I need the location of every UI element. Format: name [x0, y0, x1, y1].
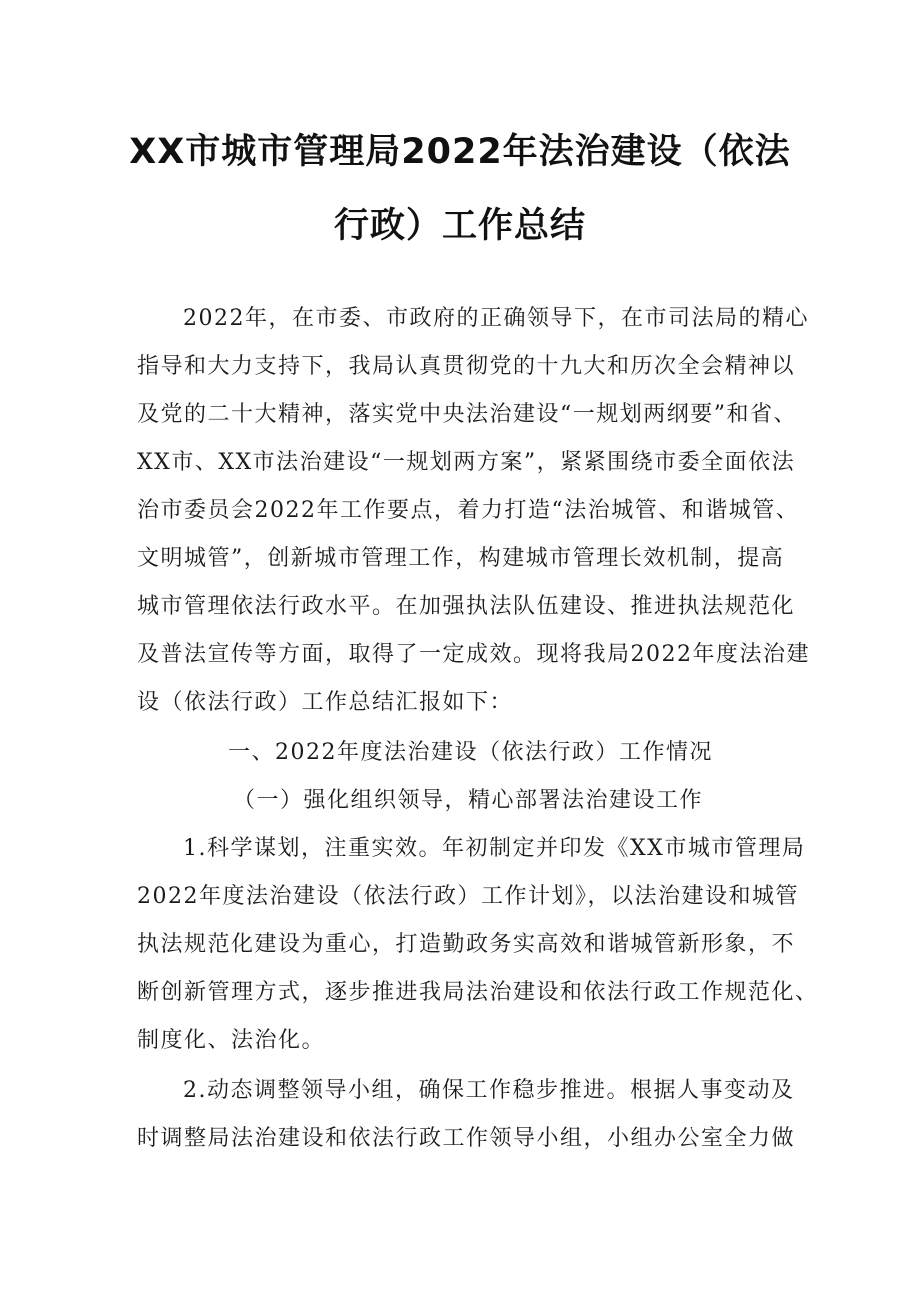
paragraph-1-line: 及党的二十大精神，落实党中央法治建设“一规划两纲要”和省、 [137, 402, 797, 427]
paragraph-1-line: 文明城管”，创新城市管理工作，构建城市管理长效机制，提高 [137, 546, 785, 571]
paragraph-1-line: 城市管理依法行政水平。在加强执法队伍建设、推进执法规范化 [137, 594, 796, 619]
item-1-line: 执法规范化建设为重心，打造勤政务实高效和谐城管新形象，不 [137, 932, 796, 957]
paragraph-1-line: 治市委员会2022年工作要点，着力打造“法治城管、和谐城管、 [137, 498, 800, 523]
item-1-line: 断创新管理方式，逐步推进我局法治建设和依法行政工作规范化、 [137, 980, 819, 1005]
paragraph-1-line: 及普法宣传等方面，取得了一定成效。现将我局2022年度法治建 [137, 642, 810, 667]
subsection-1-heading: （一）强化组织领导，精心部署法治建设工作 [233, 788, 704, 813]
item-1-line: 2022年度法治建设（依法行政）工作计划》，以法治建设和城管 [137, 884, 799, 909]
item-2-line: 2.动态调整领导小组，确保工作稳步推进。根据人事变动及 [183, 1078, 795, 1103]
item-1-line: 制度化、法治化。 [137, 1028, 326, 1053]
paragraph-1-line: 2022年，在市委、市政府的正确领导下，在市司法局的精心 [183, 306, 809, 331]
document-title-line-2: 行政）工作总结 [333, 206, 586, 246]
item-1-line: 1.科学谋划，注重实效。年初制定并印发《XX市城市管理局 [183, 836, 806, 861]
paragraph-1-line: 设（依法行政）工作总结汇报如下： [137, 690, 514, 715]
document-title-line-1: XX市城市管理局2022年法治建设（依法 [129, 132, 791, 172]
section-1-heading: 一、2022年度法治建设（依法行政）工作情况 [228, 740, 713, 765]
paragraph-1-line: XX市、XX市法治建设“一规划两方案”，紧紧围绕市委全面依法 [137, 450, 796, 475]
paragraph-1-line: 指导和大力支持下，我局认真贯彻党的十九大和历次全会精神以 [137, 354, 796, 379]
item-2-line: 时调整局法治建设和依法行政工作领导小组，小组办公室全力做 [137, 1126, 796, 1151]
